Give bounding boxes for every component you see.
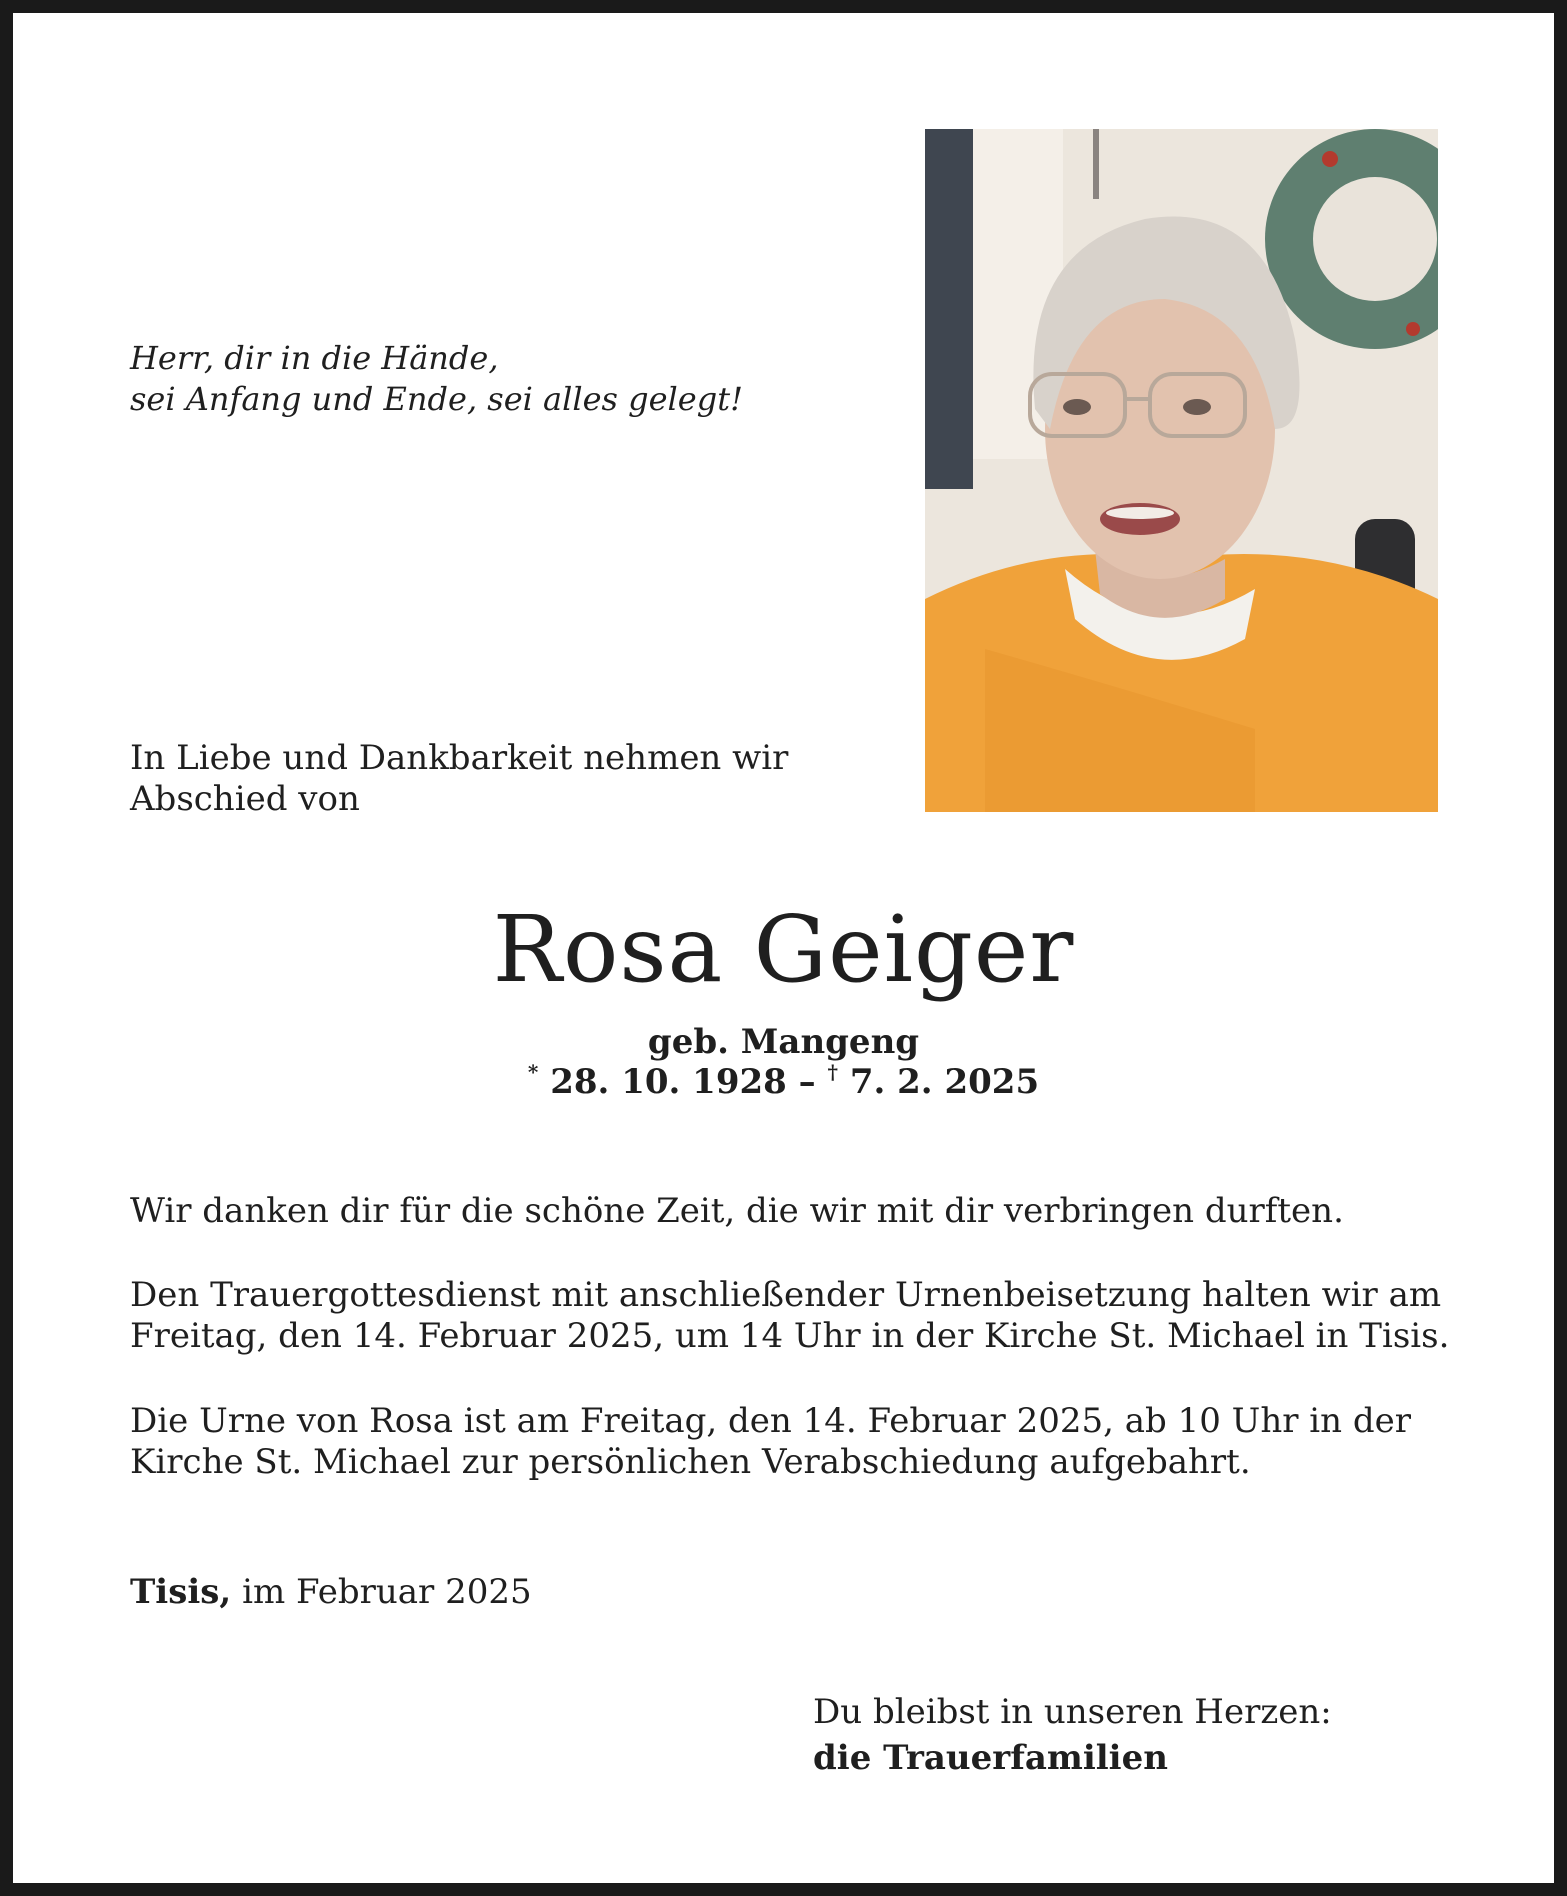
thanks-line: Wir danken dir für die schöne Zeit, die wir mit dir verbringen durften. bbox=[130, 1191, 1344, 1231]
birth-date: 28. 10. 1928 bbox=[550, 1062, 787, 1102]
intro-text bbox=[130, 738, 788, 820]
signature: die Trauerfamilien bbox=[813, 1738, 1168, 1778]
closing-block bbox=[813, 1689, 1332, 1781]
death-symbol: † bbox=[827, 1060, 838, 1084]
service-paragraph bbox=[130, 1275, 1450, 1357]
closing-line: Du bleibst in unseren Herzen: bbox=[813, 1692, 1332, 1732]
portrait-illustration bbox=[925, 129, 1438, 812]
deceased-name: Rosa Geiger bbox=[492, 896, 1075, 1003]
urn-line-1: Die Urne von Rosa ist am Freitag, den 14. Februar 2025, ab 10 Uhr in der bbox=[130, 1401, 1411, 1441]
portrait-photo bbox=[925, 129, 1438, 812]
place-date: im Februar 2025 bbox=[231, 1572, 532, 1612]
obituary-page bbox=[13, 13, 1554, 1883]
epigraph-line-2: sei Anfang und Ende, sei alles gelegt! bbox=[130, 380, 743, 418]
death-date: 7. 2. 2025 bbox=[849, 1062, 1040, 1102]
intro-line-1: In Liebe und Dankbarkeit nehmen wir bbox=[130, 738, 789, 778]
urn-paragraph bbox=[130, 1401, 1444, 1483]
epigraph-line-1: Herr, dir in die Hände, bbox=[130, 339, 499, 377]
thanks-paragraph bbox=[130, 1191, 1444, 1232]
place-town: Tisis, bbox=[130, 1572, 232, 1612]
service-line-2: Freitag, den 14. Februar 2025, um 14 Uhr in der Kirche St. Michael in Tisis. bbox=[130, 1316, 1450, 1356]
intro-line-2: Abschied von bbox=[130, 779, 360, 819]
urn-line-2: Kirche St. Michael zur persönlichen Verabschiedung aufgebahrt. bbox=[130, 1442, 1251, 1482]
life-dates bbox=[13, 1060, 1554, 1102]
birth-symbol: * bbox=[527, 1060, 539, 1084]
date-separator: – bbox=[798, 1062, 816, 1102]
place-and-date bbox=[130, 1572, 532, 1613]
service-line-1: Den Trauergottesdienst mit anschließender Urnenbeisetzung halten wir am bbox=[130, 1275, 1442, 1315]
birth-name: geb. Mangeng bbox=[647, 1022, 920, 1062]
epigraph-verse bbox=[130, 338, 743, 420]
